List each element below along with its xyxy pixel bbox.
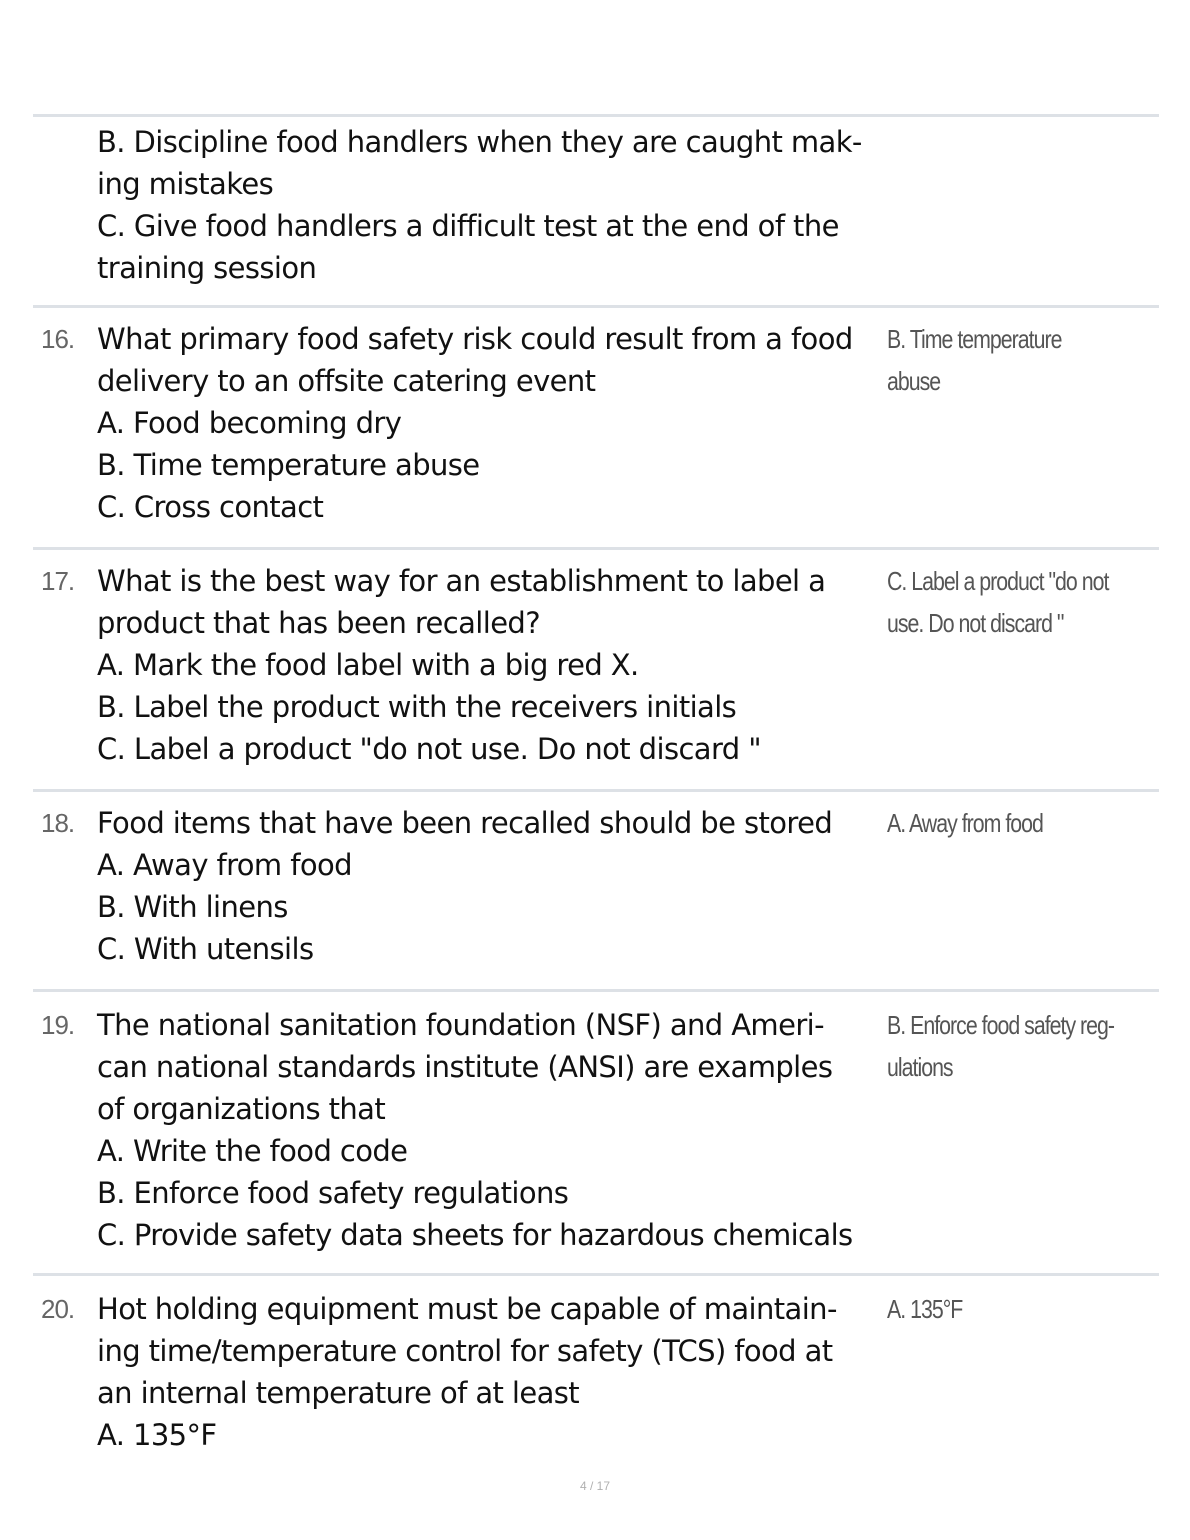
- question-number: 18.: [41, 808, 75, 838]
- question-text: [97, 1288, 887, 1456]
- question-line: product that has been recalled?: [97, 606, 541, 640]
- answer-line: C. Label a product "do not: [887, 566, 1109, 596]
- question-text: [97, 1004, 887, 1256]
- question-row-continued: [33, 117, 1159, 305]
- answer-line: use. Do not discard ": [887, 608, 1064, 638]
- question-line: ing mistakes: [97, 167, 274, 201]
- question-line: B. Discipline food handlers when they are caught mak-: [97, 125, 862, 159]
- question-number: 16.: [41, 324, 75, 354]
- question-sheet: [33, 114, 1159, 1466]
- answer-line: B. Time temperature: [887, 324, 1062, 354]
- question-line: training session: [97, 251, 317, 285]
- option-a: A. Food becoming dry: [97, 406, 402, 440]
- question-text: [97, 318, 887, 528]
- question-line: What is the best way for an establishment to label a: [97, 564, 826, 598]
- option-b: B. Time temperature abuse: [97, 448, 480, 482]
- question-line: can national standards institute (ANSI) are examples: [97, 1050, 833, 1084]
- question-number: 17.: [41, 566, 75, 596]
- answer-line: ulations: [887, 1052, 953, 1082]
- question-row-18: [33, 792, 1159, 989]
- answer-text: [887, 802, 1110, 844]
- question-line: ing time/temperature control for safety (TCS) food at: [97, 1334, 833, 1368]
- option-b: B. With linens: [97, 890, 288, 924]
- option-a: A. 135°F: [97, 1418, 217, 1452]
- question-line: of organizations that: [97, 1092, 386, 1126]
- answer-line: A. 135°F: [887, 1294, 963, 1324]
- answer-text: [887, 1288, 1110, 1330]
- question-number: 19.: [41, 1010, 75, 1040]
- question-row-19: [33, 992, 1159, 1273]
- question-row-17: [33, 550, 1159, 789]
- question-text: [97, 802, 887, 970]
- answer-line: A. Away from food: [887, 808, 1043, 838]
- question-line: The national sanitation foundation (NSF) and Ameri-: [97, 1008, 824, 1042]
- answer-text: [887, 1004, 1114, 1088]
- option-b: B. Enforce food safety regulations: [97, 1176, 569, 1210]
- option-c: C. With utensils: [97, 932, 314, 966]
- option-c: C. Label a product "do not use. Do not discard ": [97, 732, 761, 766]
- option-b: B. Label the product with the receivers initials: [97, 690, 737, 724]
- answer-text: [887, 560, 1110, 644]
- page-indicator: 4 / 17: [579, 1479, 611, 1493]
- answer-line: B. Enforce food safety reg-: [887, 1010, 1115, 1040]
- option-a: A. Write the food code: [97, 1134, 408, 1168]
- question-line: What primary food safety risk could result from a food: [97, 322, 853, 356]
- question-line: delivery to an offsite catering event: [97, 364, 596, 398]
- question-text: [97, 560, 887, 770]
- question-line: Hot holding equipment must be capable of maintain-: [97, 1292, 837, 1326]
- question-line: C. Give food handlers a difficult test at the end of the: [97, 209, 839, 243]
- question-row-20: [33, 1276, 1159, 1466]
- answer-line: abuse: [887, 366, 941, 396]
- question-row-16: [33, 308, 1159, 547]
- question-line: Food items that have been recalled should be stored: [97, 806, 833, 840]
- option-a: A. Mark the food label with a big red X.: [97, 648, 639, 682]
- question-text: [97, 121, 887, 289]
- option-c: C. Provide safety data sheets for hazardous chemicals: [97, 1218, 853, 1252]
- answer-text: [887, 318, 1110, 402]
- option-a: A. Away from food: [97, 848, 352, 882]
- question-line: an internal temperature of at least: [97, 1376, 580, 1410]
- question-number: 20.: [41, 1294, 75, 1324]
- option-c: C. Cross contact: [97, 490, 324, 524]
